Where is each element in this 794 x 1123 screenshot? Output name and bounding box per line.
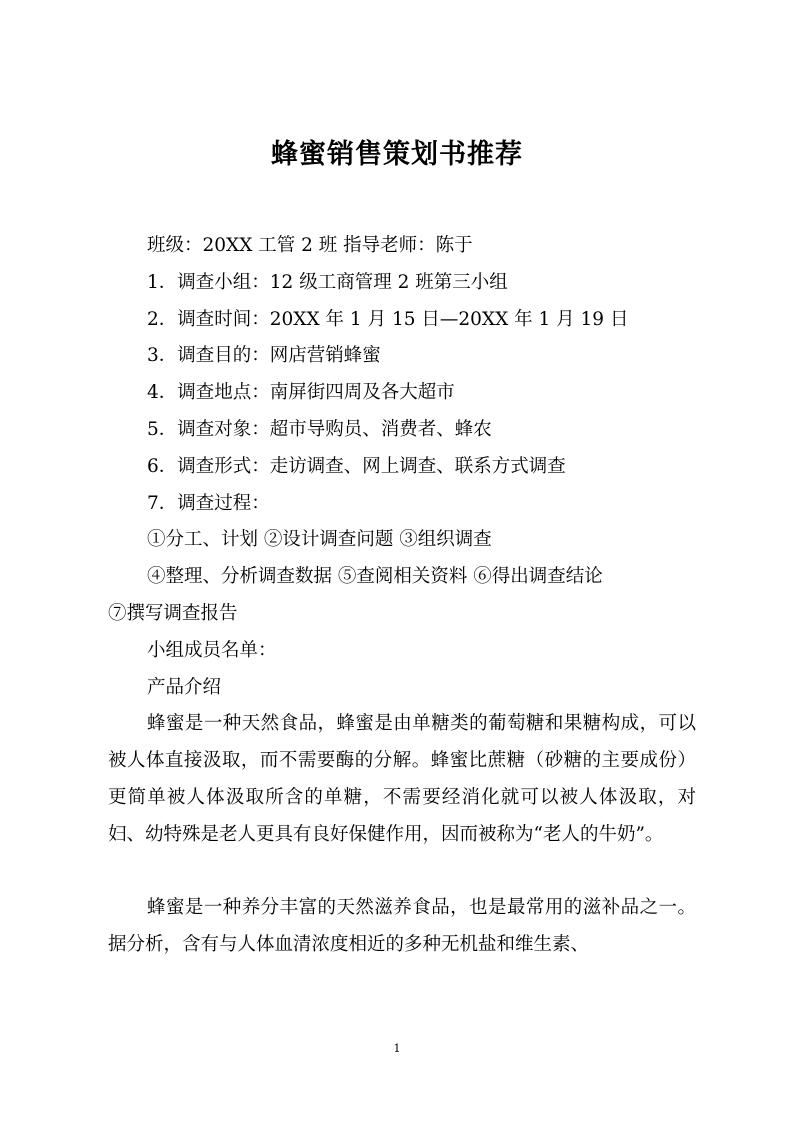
survey-group-line: 1．调查小组：12 级工商管理 2 班第三小组: [147, 271, 508, 293]
class-info-line: 班级：20XX 工管 2 班 指导老师：陈于: [147, 235, 473, 256]
document-title: 蜂蜜销售策划书推荐: [271, 139, 523, 170]
survey-form-line: 6．调查形式：走访调查、网上调查、联系方式调查: [147, 455, 566, 477]
process-steps-line-1: ①分工、计划 ②设计调查问题 ③组织调查: [147, 529, 492, 551]
product-intro-heading: 产品介绍: [147, 676, 222, 698]
survey-time-line: 2．调查时间：20XX 年 1 月 15 日—20XX 年 1 月 19 日: [147, 308, 629, 330]
survey-process-line: 7．调查过程：: [147, 492, 270, 514]
paragraph-honey-nutrition: 蜂蜜是一种养分丰富的天然滋养食品，也是最常用的滋补品之一。据分析，含有与人体血清浓度相近的多种无机盐和维生素、: [108, 897, 696, 956]
process-steps-line-2: ④整理、分析调查数据 ⑤查阅相关资料 ⑥得出调查结论: [147, 566, 603, 588]
process-steps-line-3: ⑦撰写调查报告: [108, 602, 238, 624]
survey-location-line: 4．调查地点：南屏街四周及各大超市: [147, 382, 455, 404]
survey-target-line: 5．调查对象：超市导购员、消费者、蜂农: [147, 418, 492, 440]
survey-purpose-line: 3．调查目的：网店营销蜂蜜: [147, 345, 381, 367]
member-list-heading: 小组成员名单：: [147, 639, 277, 661]
page-number: 1: [393, 1042, 401, 1055]
paragraph-honey-natural: 蜂蜜是一种天然食品，蜂蜜是由单糖类的葡萄糖和果糖构成，可以被人体直接汲取，而不需要酶的分解。蜂蜜比蔗糖（砂糖的主要成份）更简单被人体汲取所含的单糖，不需要经消化就可以被人体汲取，对妇、幼特殊是老人更具有良好保健作用，因而被称为“老人的牛奶”。: [108, 713, 696, 845]
document-body: [108, 228, 696, 964]
